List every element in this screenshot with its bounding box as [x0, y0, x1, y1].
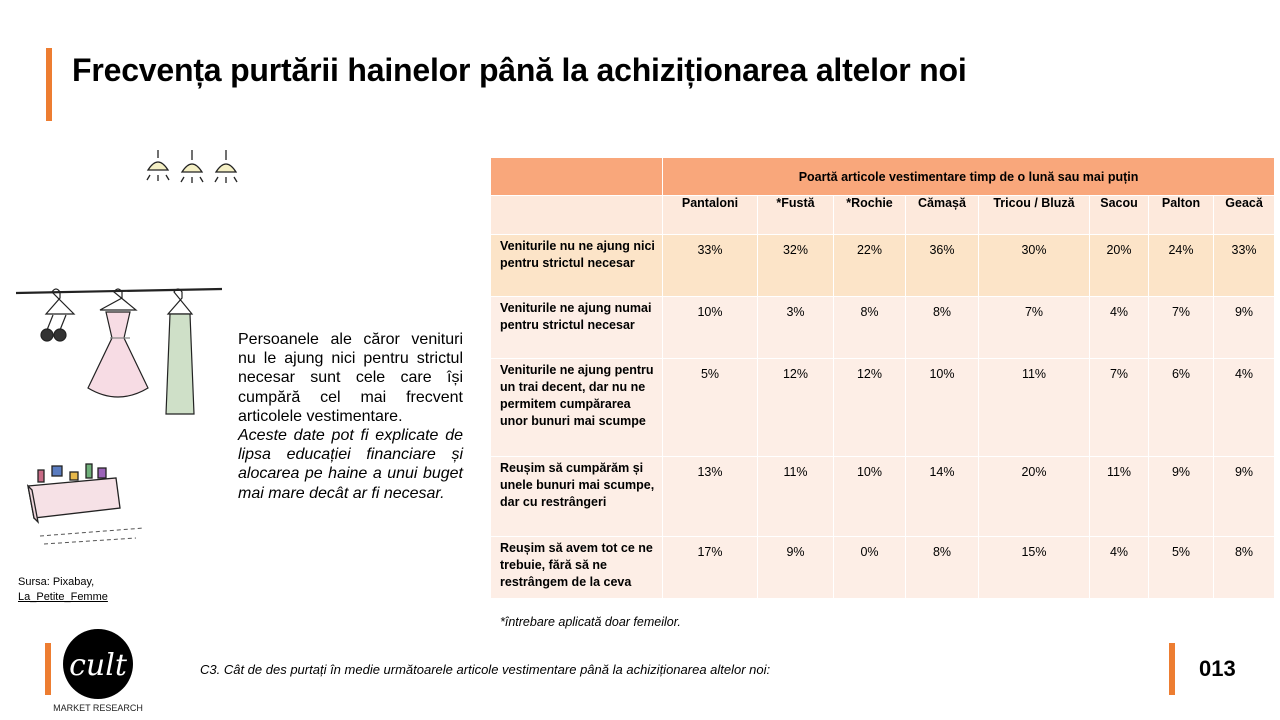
table-cell: 9%: [1214, 457, 1275, 537]
lamps-illustration: [140, 148, 246, 188]
page-accent-bar: [1169, 643, 1175, 695]
table-cell: 30%: [979, 235, 1090, 297]
source-link[interactable]: La_Petite_Femme: [18, 591, 108, 603]
cult-logo: [53, 627, 143, 717]
table-cell: 20%: [979, 457, 1090, 537]
table-cell: 22%: [834, 235, 906, 297]
image-source: [18, 575, 108, 605]
table-cell: 32%: [758, 235, 834, 297]
survey-question: C3. Cât de des purtați în medie următoarele articole vestimentare până la achiziționarea altelor noi:: [200, 662, 771, 677]
table-cell: 9%: [1214, 297, 1275, 359]
table-cell: 5%: [1149, 537, 1214, 599]
column-header: Tricou / Bluză: [979, 196, 1090, 235]
data-table: [490, 157, 1275, 599]
table-header-row: [491, 158, 1275, 196]
table-cell: 11%: [979, 359, 1090, 457]
table-cell: 7%: [1149, 297, 1214, 359]
column-header: *Fustă: [758, 196, 834, 235]
table-row: [491, 537, 1275, 599]
column-header: Geacă: [1214, 196, 1275, 235]
table-cell: 36%: [906, 235, 979, 297]
row-label: Veniturile ne ajung numai pentru strictul necesar: [491, 297, 663, 359]
table-cell: 4%: [1090, 537, 1149, 599]
table-cell: 4%: [1214, 359, 1275, 457]
footnote: *întrebare aplicată doar femeilor.: [500, 615, 681, 629]
table-cell: 8%: [906, 537, 979, 599]
table-cell: 4%: [1090, 297, 1149, 359]
table-cell: 8%: [1214, 537, 1275, 599]
table-corner-cell: [491, 158, 663, 196]
table-cell: 17%: [663, 537, 758, 599]
table-cell: 10%: [834, 457, 906, 537]
row-label: Reușim să avem tot ce ne trebuie, fără să ne restrângem de la ceva: [491, 537, 663, 599]
page-title: Frecvența purtării hainelor până la achiziționarea altelor noi: [72, 52, 967, 88]
table-cell: 7%: [1090, 359, 1149, 457]
table-cell: 8%: [834, 297, 906, 359]
table-cell: 6%: [1149, 359, 1214, 457]
table-cell: 11%: [758, 457, 834, 537]
table-cell: 3%: [758, 297, 834, 359]
source-label: Sursa: Pixabay,: [18, 576, 95, 588]
body-paragraph-2: Aceste date pot fi explicate de lipsa educației financiare și alocarea pe haine a unui buget mai mare decât ar fi necesar.: [238, 427, 463, 502]
table-cell: 0%: [834, 537, 906, 599]
column-header: Pantaloni: [663, 196, 758, 235]
table-cell: 7%: [979, 297, 1090, 359]
table-header: Poartă articole vestimentare timp de o lună sau mai puțin: [663, 158, 1275, 196]
table-columns-row: [491, 196, 1275, 235]
table-row: [491, 235, 1275, 297]
table-cell: 15%: [979, 537, 1090, 599]
table-cell: 8%: [906, 297, 979, 359]
table-row: [491, 359, 1275, 457]
page-number: 013: [1199, 656, 1236, 681]
table-cell: 5%: [663, 359, 758, 457]
logo-accent-bar: [45, 643, 51, 695]
title-accent-bar: [46, 48, 52, 121]
table-cell: 9%: [758, 537, 834, 599]
column-header: Cămașă: [906, 196, 979, 235]
logo-subtitle: MARKET RESEARCH: [53, 703, 143, 713]
row-label: Veniturile ne ajung pentru un trai decent, dar nu ne permitem cumpărarea unor bunuri mai scumpe: [491, 359, 663, 457]
table-row: [491, 457, 1275, 537]
column-header: Sacou: [1090, 196, 1149, 235]
table-cell: 11%: [1090, 457, 1149, 537]
table-row: [491, 297, 1275, 359]
table-cell: 20%: [1090, 235, 1149, 297]
clothes-rack-illustration: [14, 280, 226, 422]
row-label: Reușim să cumpărăm și unele bunuri mai scumpe, dar cu restrângeri: [491, 457, 663, 537]
table-corner-cell: [491, 196, 663, 235]
table-cell: 13%: [663, 457, 758, 537]
column-header: *Rochie: [834, 196, 906, 235]
body-text: [238, 330, 463, 503]
table-cell: 14%: [906, 457, 979, 537]
body-paragraph-1: Persoanele ale căror venituri nu le ajung nici pentru strictul necesar sunt cele care își cumpără cel mai frecvent articolele vestimentare.: [238, 331, 463, 425]
table-cell: 10%: [663, 297, 758, 359]
table-cell: 33%: [1214, 235, 1275, 297]
table-cell: 24%: [1149, 235, 1214, 297]
row-label: Veniturile nu ne ajung nici pentru strictul necesar: [491, 235, 663, 297]
table-cell: 12%: [834, 359, 906, 457]
column-header: Palton: [1149, 196, 1214, 235]
table-cell: 12%: [758, 359, 834, 457]
table-cell: 33%: [663, 235, 758, 297]
shoe-box-illustration: [24, 458, 156, 554]
table-cell: 10%: [906, 359, 979, 457]
logo-text: cult: [69, 648, 127, 683]
table-cell: 9%: [1149, 457, 1214, 537]
